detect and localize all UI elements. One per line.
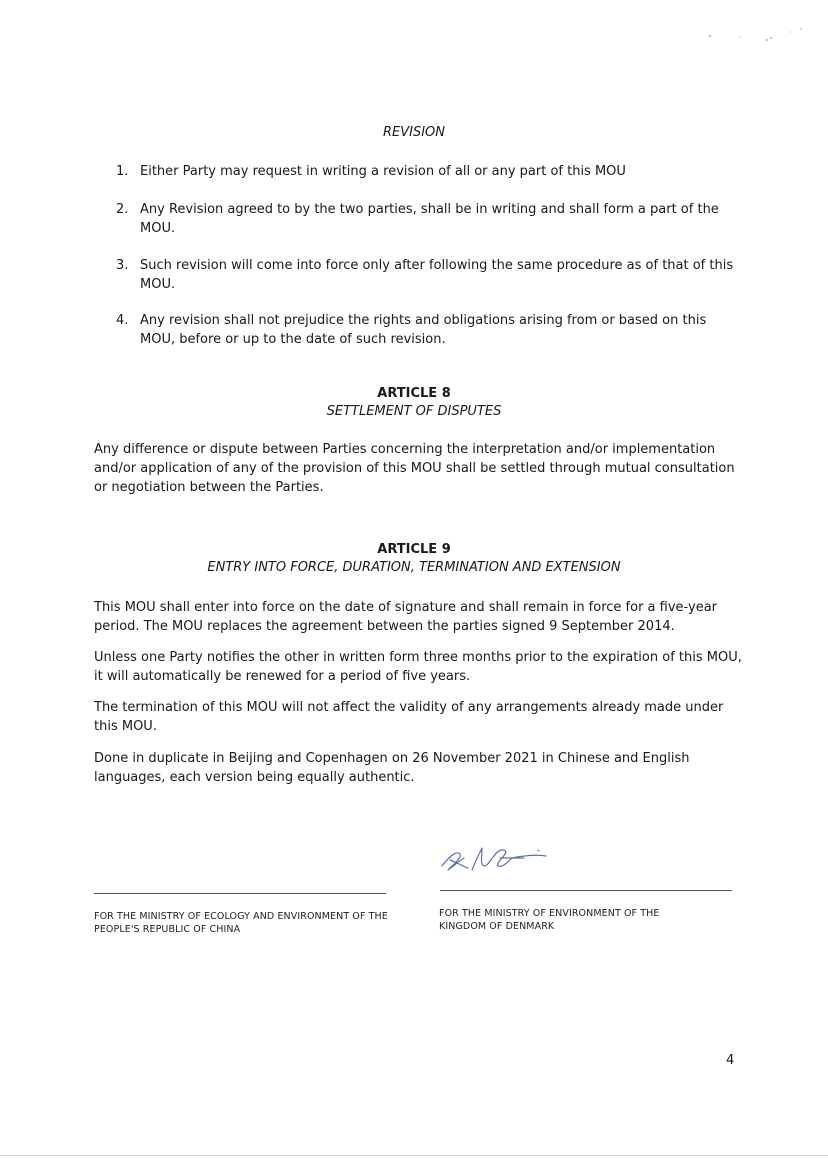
article-9-title: ARTICLE 9: [377, 542, 451, 557]
list-item-text: Any revision shall not prejudice the rights and obligations arising from or based on this MOU, before or up to the date of such revision.: [140, 313, 707, 347]
article-8-paragraph: Any difference or dispute between Parties concerning the interpretation and/or implementation and/or application of any of the provision of this MOU shall be settled through mutual consultation or negotiation between the Parties.: [94, 442, 735, 495]
article-8-subtitle: SETTLEMENT OF DISPUTES: [326, 404, 502, 419]
handwritten-signature: [438, 836, 558, 880]
right-signature-line: [440, 890, 732, 891]
revision-heading: REVISION: [382, 125, 446, 140]
left-signatory-label: FOR THE MINISTRY OF ECOLOGY AND ENVIRONMENT OF THE PEOPLE'S REPUBLIC OF CHINA: [94, 911, 388, 935]
scan-edge-line: [0, 1155, 828, 1156]
article-9-paragraph: This MOU shall enter into force on the date of signature and shall remain in force for a five-year period. The MOU replaces the agreement between the parties signed 9 September 2014.: [94, 600, 718, 634]
article-9-paragraph: Unless one Party notifies the other in written form three months prior to the expiration of this MOU, it will automatically be renewed for a period of five years.: [94, 650, 742, 684]
scan-artifact-dots: [700, 22, 810, 44]
page-number: 4: [726, 1053, 735, 1068]
list-item-number: 2.: [116, 202, 129, 217]
list-item: [116, 162, 736, 181]
list-item-text: Such revision will come into force only after following the same procedure as of that of this MOU.: [140, 258, 734, 292]
list-item: [116, 256, 736, 294]
article-9-subtitle: ENTRY INTO FORCE, DURATION, TERMINATION AND EXTENSION: [207, 560, 621, 575]
list-item-number: 4.: [116, 313, 129, 328]
list-item-text: Either Party may request in writing a revision of all or any part of this MOU: [140, 164, 626, 179]
list-item-text: Any Revision agreed to by the two parties, shall be in writing and shall form a part of the MOU.: [140, 202, 719, 236]
article-9-paragraph: The termination of this MOU will not affect the validity of any arrangements already made under this MOU.: [94, 700, 724, 734]
article-9-paragraph: Done in duplicate in Beijing and Copenhagen on 26 November 2021 in Chinese and English languages, each version being equally authentic.: [94, 751, 690, 785]
list-item: [116, 200, 736, 238]
list-item-number: 3.: [116, 258, 129, 273]
list-item: [116, 311, 736, 349]
list-item-number: 1.: [116, 164, 129, 179]
right-signatory-label: FOR THE MINISTRY OF ENVIRONMENT OF THE KINGDOM OF DENMARK: [439, 908, 660, 932]
article-8-title: ARTICLE 8: [377, 386, 451, 401]
left-signature-line: [94, 893, 386, 894]
